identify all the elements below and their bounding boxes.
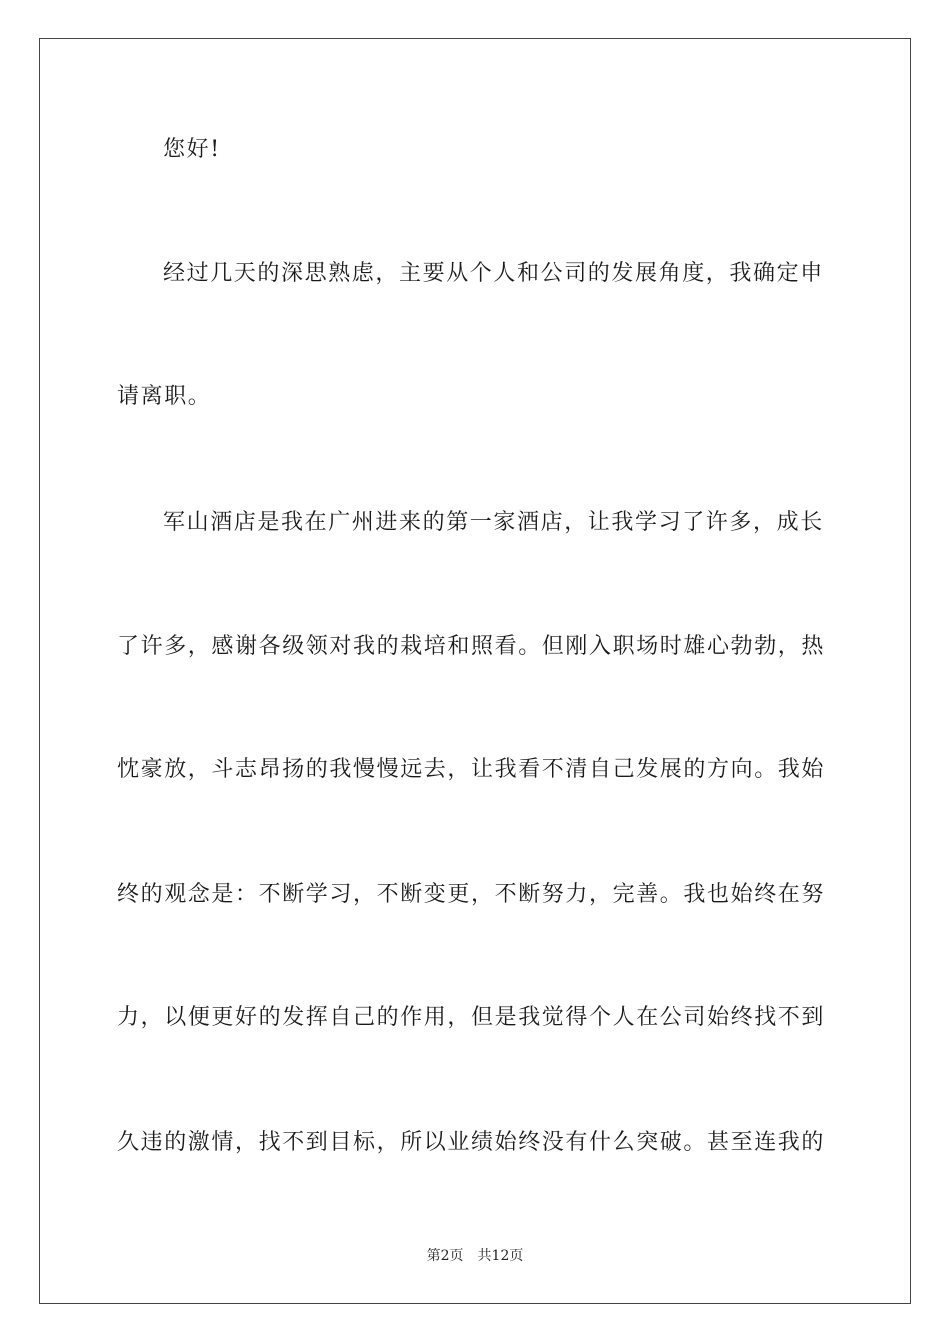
body-line: 请离职。	[117, 384, 212, 409]
body-line: 经过几天的深思熟虑，主要从个人和公司的发展角度，我确定申	[163, 261, 824, 286]
body-line: 了许多，感谢各级领对我的栽培和照看。但刚入职场时雄心勃勃，热	[117, 634, 826, 659]
page-total: 共12页	[477, 1248, 524, 1264]
page-border	[39, 38, 911, 1304]
page-number: 第2页	[426, 1248, 464, 1264]
body-line: 久违的激情，找不到目标，所以业绩始终没有什么突破。甚至连我的	[117, 1130, 826, 1155]
body-line: 力，以便更好的发挥自己的作用，但是我觉得个人在公司始终找不到	[117, 1005, 826, 1030]
body-line: 军山酒店是我在广州进来的第一家酒店，让我学习了许多，成长	[163, 510, 824, 535]
body-line: 忱豪放，斗志昂扬的我慢慢远去，让我看不清自己发展的方向。我始	[117, 757, 826, 782]
greeting-line: 您好!	[163, 137, 221, 162]
body-line: 终的观念是：不断学习，不断变更，不断努力，完善。我也始终在努	[117, 882, 826, 907]
page-footer	[0, 1246, 950, 1266]
